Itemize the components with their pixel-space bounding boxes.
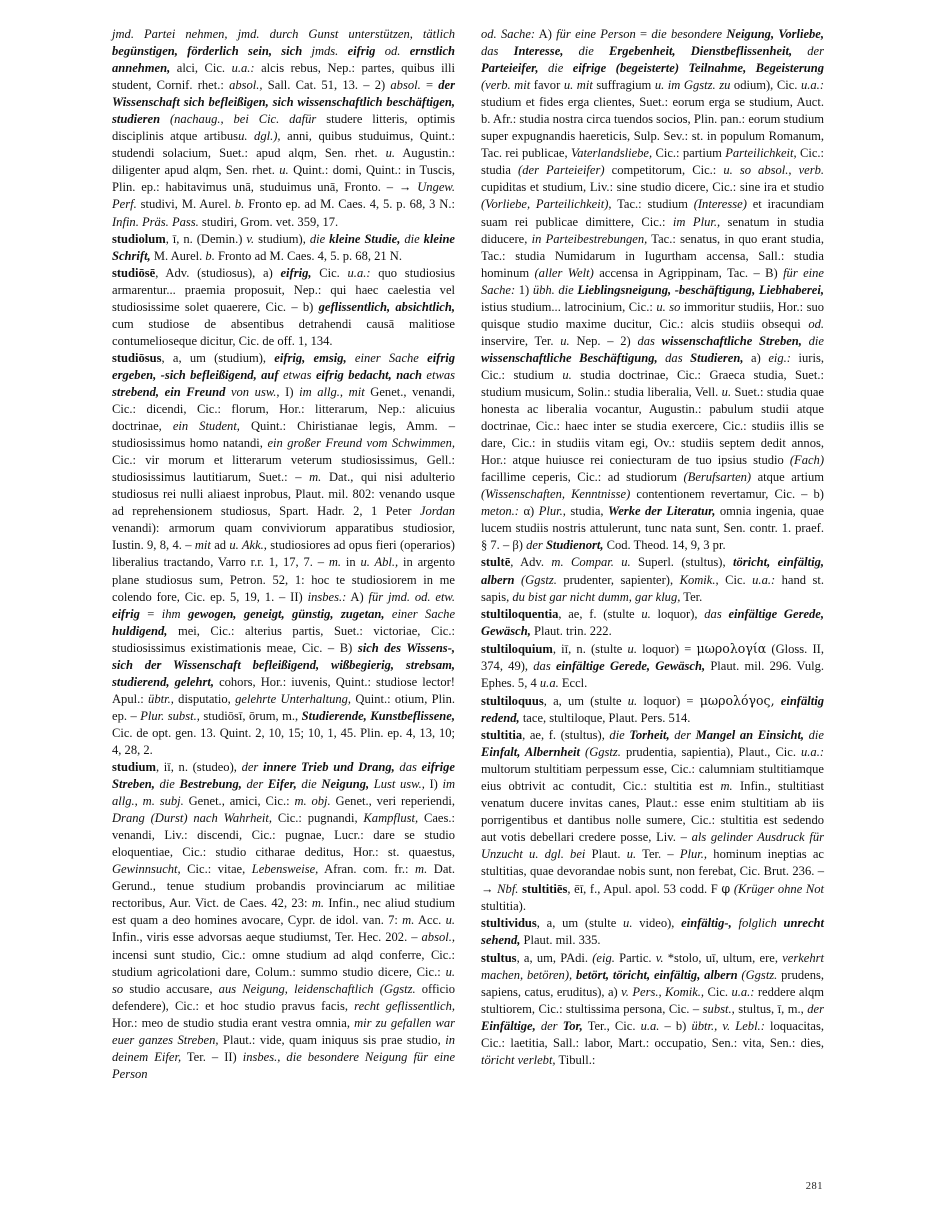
dictionary-entry: stultiloquium, iī, n. (stulte u. loquor) = μωρολογία (Gloss. II, 374, 49), das einfältige Gerede, Gewäsch, Plaut. mil. 296. Vulg. Ephes. 5, 4 u.a. Eccl. <box>481 640 824 690</box>
dictionary-entry: stultitia, ae, f. (stultus), die Torheit, der Mangel an Einsicht, die Einfalt, Albernheit (Ggstz. prudentia, sapientia), Plaut., Cic. u.a.: multorum stultitiam perpessum esse, Cic.: calumniam stultitiamque eius obtrivit ac contudit, Cic.: stultitia est m. Infin., stultitiast venatum ducere invitas canes, Plaut.: esse enim stultitiam ab iis porrigentibus et dantibus nolle sumere, Cic.: stultitia est sedendo aut votis debellari credere posse, Liv. – als gelinder Ausdruck für Unzucht u. dgl. bei Plaut. u. Ter. – Plur., hominum ineptias ac stultitias, quae devorandae nobis sunt, non ferebat, Cic. Brut. 236. – → Nbf. stultitiēs, ēī, f., Apul. apol. 53 codd. F φ (Krüger ohne Not stultitia). <box>481 727 825 914</box>
dictionary-entry: studiōsus, a, um (studium), eifrig, emsig, einer Sache eifrig ergeben, -sich befleißigend, auf etwas eifrig bedacht, nach etwas strebend, ein Freund von usw., I) im allg., mit Genet., venandi, Cic.: dicendi, Cic.: florum, Hor.: litterarum, Nep.: alicuius doctrinae, ein Student, Quint.: Chiristianae legis, Amm. – studiosissimus homo natandi, ein großer Freund vom Schwimmen, Cic.: vir morum et litterarum veterum studiosissimus, Gell.: studiosissimus lautitiarum, Suet.: – m. Dat., qui nisi adulterio studiosus rei nulli aliaest inprobus, Plaut. mil. 802: venando usque ad reprehensionem studiosus, Spart. Hadr. 2, 1 Peter Jordan venandi): armorum quam conviviorum apparatibus studiosior, Iustin. 9, 8, 4. – mit ad u. Akk., studiosiores ad opus fieri (operarios) liberalius tractando, Varro r.r. 1, 17, 7. – m. in u. Abl., in argento plane studiosus sum, Petron. 52, 1: hoc te studiosiorem in me colendo fore, Cic. ep. 5, 19, 1. – II) insbes.: A) für jmd. od. etw. eifrig = ihm gewogen, geneigt, günstig, zugetan, einer Sache huldigend, mei, Cic.: alterius partis, Suet.: victoriae, Cic.: studiosissimus existimationis meae, Cic. – B) sich des Wissens-, sich der Wissenschaft befleißigend, wißbegierig, strebsam, studierend, gelehrt, cohors, Hor.: iuvenis, Quint.: studiose lector! Apul.: übtr., disputatio, gelehrte Unterhaltung, Quint.: otium, Plin. ep. – Plur. subst., studiōsī, ōrum, m., Studierende, Kunstbeflissene, Cic. de opt. gen. 13. Quint. 2, 10, 15; 10, 1, 45. Plin. ep. 4, 13, 10; 4, 28, 2. <box>112 350 456 757</box>
dictionary-entry: studiolum, ī, n. (Demin.) v. studium), die kleine Studie, die kleine Schrift, M. Aurel. b. Fronto ad M. Caes. 4, 5. p. 68, 21 N. <box>112 231 456 263</box>
dictionary-entry: studiōsē, Adv. (studiosus), a) eifrig, Cic. u.a.: quo studiosius armarentur... praemia proposuit, Nep.: qui haec caelestia vel studiosissime solet quaerere, Cic. – b) geflissentlich, absichtlich, cum studiose de absentibus detrahendi causā malitiose contumelioseque dicitur, Cic. de off. 1, 134. <box>112 265 456 348</box>
dictionary-entry: stultividus, a, um (stulte u. video), einfältig-, folglich unrecht sehend, Plaut. mil. 335. <box>481 916 824 948</box>
right-column <box>481 26 824 1166</box>
page-number: 281 <box>805 1181 823 1192</box>
dictionary-entry: stultiloquentia, ae, f. (stulte u. loquor), das einfältige Gerede, Gewäsch, Plaut. trin. 222. <box>481 606 824 638</box>
left-column <box>112 26 455 1166</box>
two-column-text-body <box>112 26 824 1166</box>
dictionary-entry: studium, iī, n. (studeo), der innere Trieb und Drang, das eifrige Streben, die Bestrebung, der Eifer, die Neigung, Lust usw., I) im allg., m. subj. Genet., amici, Cic.: m. obj. Genet., veri reperiendi, Drang (Durst) nach Wahrheit, Cic.: pugnandi, Kampflust, Caes.: venandi, Liv.: discendi, Cic.: pugnae, Lucr.: dare se studio eloquentiae, Cic.: studio citharae deditus, Hor.: st. quaestus, Gewinnsucht, Cic.: vitae, Lebensweise, Afran. com. fr.: m. Dat. Gerund., tenue studium probandis provinciarum ac militiae rectoribus, Aur. Vict. de Caes. 42, 23: m. Infin., nec aliud studium est quam a deo homines avocare, Cypr. de idol. van. 7: m. Acc. u. Infin., viris esse advorsas aeque studiumst, Ter. Hec. 202. – absol., incensi sunt studio, Cic.: omne studium ad alqd conferre, Cic.: studium agricolationi dare, Colum.: summo studio dicere, Cic.: u. so studio accusare, aus Neigung, leidenschaftlich (Ggstz. officio defendere), Cic.: et hoc studio pravus facis, recht geflissentlich, Hor.: meo de studio studia erant vestra omnia, mir zu gefallen war euer ganzes Streben, Plaut.: vide, quam iniquus sis prae studio, in deinem Eifer, Ter. – II) insbes., die besondere Neigung für eine Person <box>112 760 456 1081</box>
dictionary-entry: od. Sache: A) für eine Person = die besondere Neigung, Vorliebe, das Interesse, die Ergebenheit, Dienstbeflissenheit, der Parteieifer, die eifrige (begeisterte) Teilnahme, Begeisterung (verb. mit favor u. mit suffragium u. im Ggstz. zu odium), Cic. u.a.: studium et fides erga clientes, Suet.: eorum erga se studium, Auct. b. Afr.: studia nostra circa tuendos socios, Plin. pan.: eorum studium super expugnandis haereticis, Sulp. Sev.: st. in populum Romanum, Tac. rei publicae, Vaterlandsliebe, Cic.: partium Parteilichkeit, Cic.: studia (der Parteieifer) competitorum, Cic.: u. so absol., verb. cupiditas et studium, Liv.: sine studio dicere, Cic.: sine ira et studio (Vorliebe, Parteilichkeit), Tac.: studium (Interesse) et iracundiam suam rei publicae dimittere, Cic.: im Plur., senatum in studia diducere, in Parteibestrebungen, Tac.: senatus, in quo erant studia, Tac.: studia Numidarum in Iugurtham accensa, Sall.: studia hominum (aller Welt) accensa in Agrippinam, Tac. – B) für eine Sache: 1) übh. die Lieblingsneigung, -beschäftigung, Liebhaberei, istius studium... latrocinium, Cic.: u. so immoritur studiis, Hor.: suo quisque studio maxime ducitur, Cic.: alcis studiis obsequi od. inservire, Ter. u. Nep. – 2) das wissenschaftliche Streben, die wissenschaftliche Beschäftigung, das Studieren, a) eig.: iuris, Cic.: studium u. studia doctrinae, Cic.: Graeca studia, Suet.: studium musicum, Solin.: studia liberalia, Vell. u. Suet.: studia quae honesta ac liberalia vocantur, Augustin.: pabulum studii atque doctrinae, Cic.: haec inter se studia exercere, Cic.: studiis illis se dare, Cic.: in studiis vitam egi, Ov.: studiis septem dedit annos, Hor.: atque huiusce rei coniecturam de tuo ipsius studio (Fach) facillime ceperis, Cic.: ad studiorum (Berufsarten) atque artium (Wissenschaften, Kenntnisse) contentionem revertamur, Cic. – b) meton.: α) Plur., studia, Werke der Literatur, omnia ingenia, quae lucem studiis nostris attulerunt, tunc nata sunt, Sen. contr. 1. praef. § 7. – β) der Studienort, Cod. Theod. 14, 9, 3 pr. <box>481 27 825 553</box>
dictionary-entry: stultus, a, um, PAdi. (eig. Partic. v. *stolo, uī, ultum, ere, verkehrt machen, betören), betört, töricht, einfältig, albern (Ggstz. prudens, sapiens, catus, eruditus), a) v. Pers., Komik., Cic. u.a.: reddere alqm stultiorem, Cic.: stultissima persona, Cic. – subst., stultus, ī, m., der Einfältige, der Tor, Ter., Cic. u.a. – b) übtr., v. Lebl.: loquacitas, Cic.: laetitia, Sall.: labor, Mart.: occupatio, Sen.: vita, Sen.: dies, töricht verlebt, Tibull.: <box>481 950 825 1067</box>
dictionary-entry: stultē, Adv. m. Compar. u. Superl. (stultus), töricht, einfältig, albern (Ggstz. prudenter, sapienter), Komik., Cic. u.a.: hand st. sapis, du bist gar nicht dumm, gar klug, Ter. <box>481 555 824 604</box>
dictionary-entry: jmd. Partei nehmen, jmd. durch Gunst unterstützen, tätlich begünstigen, förderlich sein, sich jmds. eifrig od. ernstlich annehmen, alci, Cic. u.a.: alcis rebus, Nep.: partes, quibus illi student, Cornif. rhet.: absol., Sall. Cat. 51, 13. – 2) absol. = der Wissenschaft sich befleißigen, sich wissenschaftlich beschäftigen, studieren (nachaug., bei Cic. dafür studere litteris, optimis disciplinis atque artibusu. dgl.), anni, quibus studuimus, Quint.: studendi solacium, Suet.: apud alqm, Sen. rhet. u. Augustin.: diligenter apud alqm, Sen. rhet. u. Quint.: domi, Quint.: in Tuscis, Plin. ep.: habitavimus unā, studuimus unā, Fronto. – → Ungew. Perf. studivi, M. Aurel. b. Fronto ep. ad M. Caes. 4, 5. p. 68, 3 N.: Infin. Präs. Pass. studiri, Grom. vet. 359, 17. <box>112 27 456 229</box>
dictionary-entry: stultiloquus, a, um (stulte u. loquor) = μωρολόγος, einfältig redend, tace, stultiloque, Plaut. Pers. 514. <box>481 692 824 725</box>
